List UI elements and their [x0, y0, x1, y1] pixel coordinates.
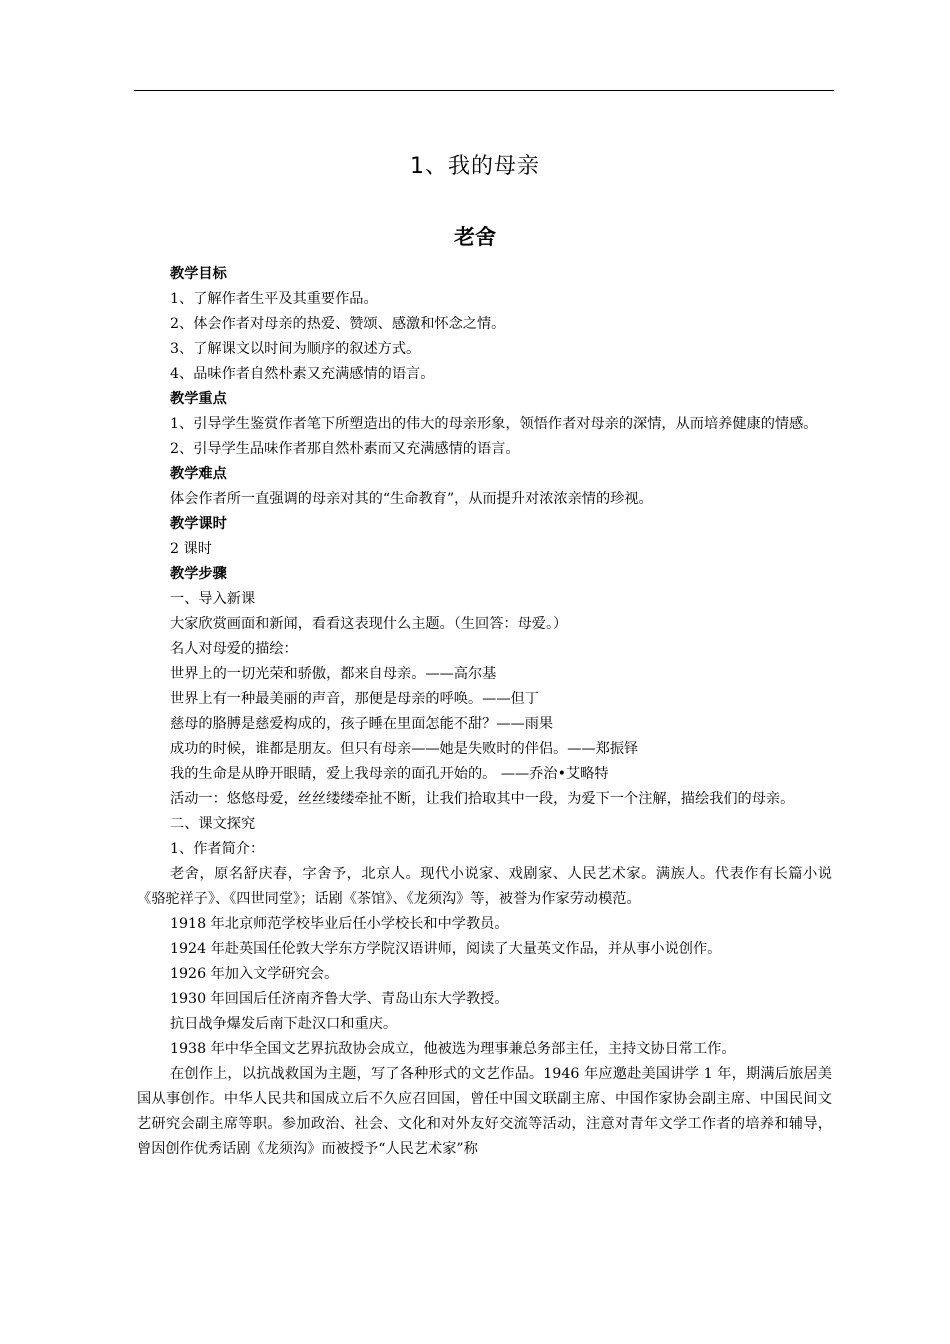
paragraph: 我的生命是从睁开眼睛，爱上我母亲的面孔开始的。 ——乔治•艾略特	[170, 766, 609, 782]
section-heading: 教学课时	[170, 516, 227, 532]
paragraph: 慈母的胳膊是慈爱构成的，孩子睡在里面怎能不甜？——雨果	[170, 716, 554, 732]
paragraph: 4、品味作者自然朴素又充满感情的语言。	[170, 366, 435, 382]
paragraph: 2、体会作者对母亲的热爱、赞颂、感激和怀念之情。	[170, 316, 506, 332]
document-body	[137, 262, 832, 1162]
document-author: 老舍	[454, 225, 496, 249]
paragraph: 名人对母爱的描绘：	[170, 641, 298, 657]
section-heading: 教学目标	[170, 266, 227, 282]
paragraph: 1930 年回国后任济南齐鲁大学、青岛山东大学教授。	[170, 991, 509, 1007]
paragraph: 世界上有一种最美丽的声音，那便是母亲的呼唤。——但丁	[170, 691, 539, 707]
paragraph: 一、导入新课	[170, 591, 256, 607]
paragraph: 活动一：悠悠母爱，丝丝缕缕牵扯不断，让我们拾取其中一段，为爱下一个注解，描绘我们的母亲。	[170, 791, 795, 807]
paragraph: 2、引导学生品味作者那自然朴素而又充满感情的语言。	[170, 441, 520, 457]
paragraph: 1、了解作者生平及其重要作品。	[170, 291, 378, 307]
header-rule	[134, 90, 834, 91]
paragraph: 抗日战争爆发后南下赴汉口和重庆。	[170, 1016, 398, 1032]
paragraph: 大家欣赏画面和新闻，看看这表现什么主题。（生回答：母爱。）	[170, 616, 568, 632]
document-title: 1、我的母亲	[410, 154, 540, 179]
paragraph: 老舍，原名舒庆春，字舍予，北京人。现代小说家、戏剧家、人民艺术家。满族人。代表作有长篇小说《骆驼祥子》、《四世同堂》；话剧《茶馆》、《龙须沟》等，被誉为作家劳动模范。	[137, 866, 832, 907]
paragraph: 1938 年中华全国文艺界抗敌协会成立，他被选为理事兼总务部主任，主持文协日常工作。	[170, 1041, 736, 1057]
paragraph: 二、课文探究	[170, 816, 256, 832]
section-heading: 教学步骤	[170, 566, 227, 582]
paragraph: 1918 年北京师范学校毕业后任小学校长和中学教员。	[170, 916, 509, 932]
paragraph: 成功的时候，谁都是朋友。但只有母亲——她是失败时的伴侣。——郑振铎	[170, 741, 639, 757]
paragraph: 世界上的一切光荣和骄傲，都来自母亲。——高尔基	[170, 666, 497, 682]
section-heading: 教学难点	[170, 466, 227, 482]
paragraph: 2 课时	[170, 541, 212, 557]
paragraph: 1、作者简介：	[170, 841, 265, 857]
paragraph: 1、引导学生鉴赏作者笔下所塑造出的伟大的母亲形象，领悟作者对母亲的深情，从而培养健康的情感。	[170, 416, 818, 432]
paragraph: 1926 年加入文学研究会。	[170, 966, 339, 982]
paragraph: 体会作者所一直强调的母亲对其的“生命教育”，从而提升对浓浓亲情的珍视。	[170, 491, 653, 507]
section-heading: 教学重点	[170, 391, 227, 407]
paragraph: 在创作上，以抗战救国为主题，写了各种形式的文艺作品。1946 年应邀赴美国讲学 1 年，期满后旅居美国从事创作。中华人民共和国成立后不久应召回国，曾任中国文联副主席、中国作家协会副主席、中国民间文艺研究会副主席等职。参加政治、社会、文化和对外友好交流等活动，注意对青年文学工作者的培养和辅导，曾因创作优秀话剧《龙须沟》而被授予“人民艺术家”称	[137, 1066, 832, 1157]
paragraph: 3、了解课文以时间为顺序的叙述方式。	[170, 341, 421, 357]
paragraph: 1924 年赴英国任伦敦大学东方学院汉语讲师，阅读了大量英文作品，并从事小说创作。	[170, 941, 722, 957]
